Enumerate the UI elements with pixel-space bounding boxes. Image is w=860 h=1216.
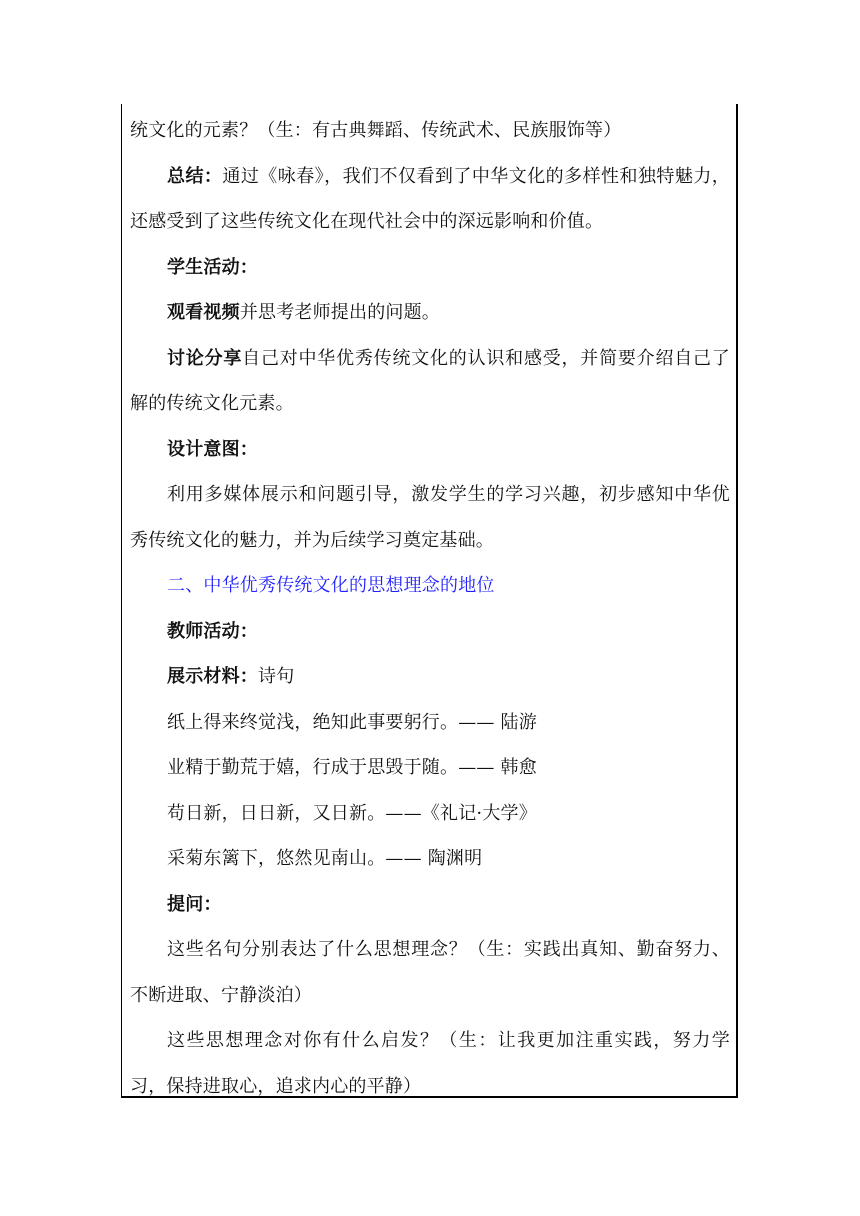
- discussion-label: 讨论分享: [167, 347, 243, 369]
- student-activity-label: 学生活动：: [167, 256, 258, 278]
- paragraph-design-intent: [130, 472, 730, 563]
- poem-text: 纸上得来终觉浅，绝知此事要躬行。—— 陆游: [167, 711, 537, 733]
- section-label-design-intent: [130, 427, 730, 473]
- paragraph-text: 统文化的元素？（生：有古典舞蹈、传统武术、民族服饰等）: [130, 120, 622, 141]
- section-label-teacher-activity: [130, 609, 730, 655]
- paragraph-question: [130, 1018, 730, 1109]
- poem-text: 苟日新，日日新，又日新。——《礼记·大学》: [167, 802, 537, 824]
- teacher-activity-label: 教师活动：: [167, 620, 258, 642]
- section-label-question: [130, 882, 730, 928]
- section-heading: [130, 563, 730, 609]
- poem-text: 业精于勤荒于嬉，行成于思毁于随。—— 韩愈: [167, 757, 537, 778]
- design-intent-label: 设计意图：: [167, 438, 258, 460]
- table-border-left: [121, 104, 122, 1098]
- paragraph-text: 诗句: [258, 666, 295, 687]
- poem-line: [130, 700, 730, 746]
- materials-label: 展示材料：: [167, 666, 258, 687]
- section-heading-text: 二、中华优秀传统文化的思想理念的地位: [167, 575, 495, 596]
- paragraph-watch-video: [130, 290, 730, 336]
- question-label: 提问：: [167, 893, 222, 915]
- summary-label: 总结：: [167, 165, 223, 187]
- table-cell-content: [130, 108, 730, 1109]
- paragraph-discussion: [130, 336, 730, 427]
- paragraph-materials: [130, 654, 730, 700]
- paragraph-text: 这些思想理念对你有什么启发？（生：让我更加注重实践，努力学习，保持进取心，追求内心的平静）: [130, 1030, 730, 1097]
- watch-video-label: 观看视频: [167, 302, 240, 323]
- poem-line: [130, 745, 730, 791]
- poem-text: 采菊东篱下，悠然见南山。—— 陶渊明: [167, 848, 483, 869]
- poem-line: [130, 791, 730, 837]
- paragraph-continued: [130, 108, 730, 154]
- paragraph-text: 通过《咏春》，我们不仅看到了中华文化的多样性和独特魅力，还感受到了这些传统文化在现代社会中的深远影响和价值。: [130, 165, 730, 232]
- section-label-student-activity: [130, 245, 730, 291]
- paragraph-text: 自己对中华优秀传统文化的认识和感受，并简要介绍自己了解的传统文化元素。: [130, 347, 730, 414]
- poem-line: [130, 836, 730, 882]
- paragraph-text: 这些名句分别表达了什么思想理念？（生：实践出真知、勤奋努力、不断进取、宁静淡泊）: [130, 939, 730, 1006]
- paragraph-text: 并思考老师提出的问题。: [239, 302, 441, 323]
- table-border-right: [736, 104, 738, 1098]
- paragraph-summary: [130, 154, 730, 245]
- paragraph-question: [130, 927, 730, 1018]
- paragraph-text: 利用多媒体展示和问题引导，激发学生的学习兴趣，初步感知中华优秀传统文化的魅力，并为后续学习奠定基础。: [130, 484, 730, 551]
